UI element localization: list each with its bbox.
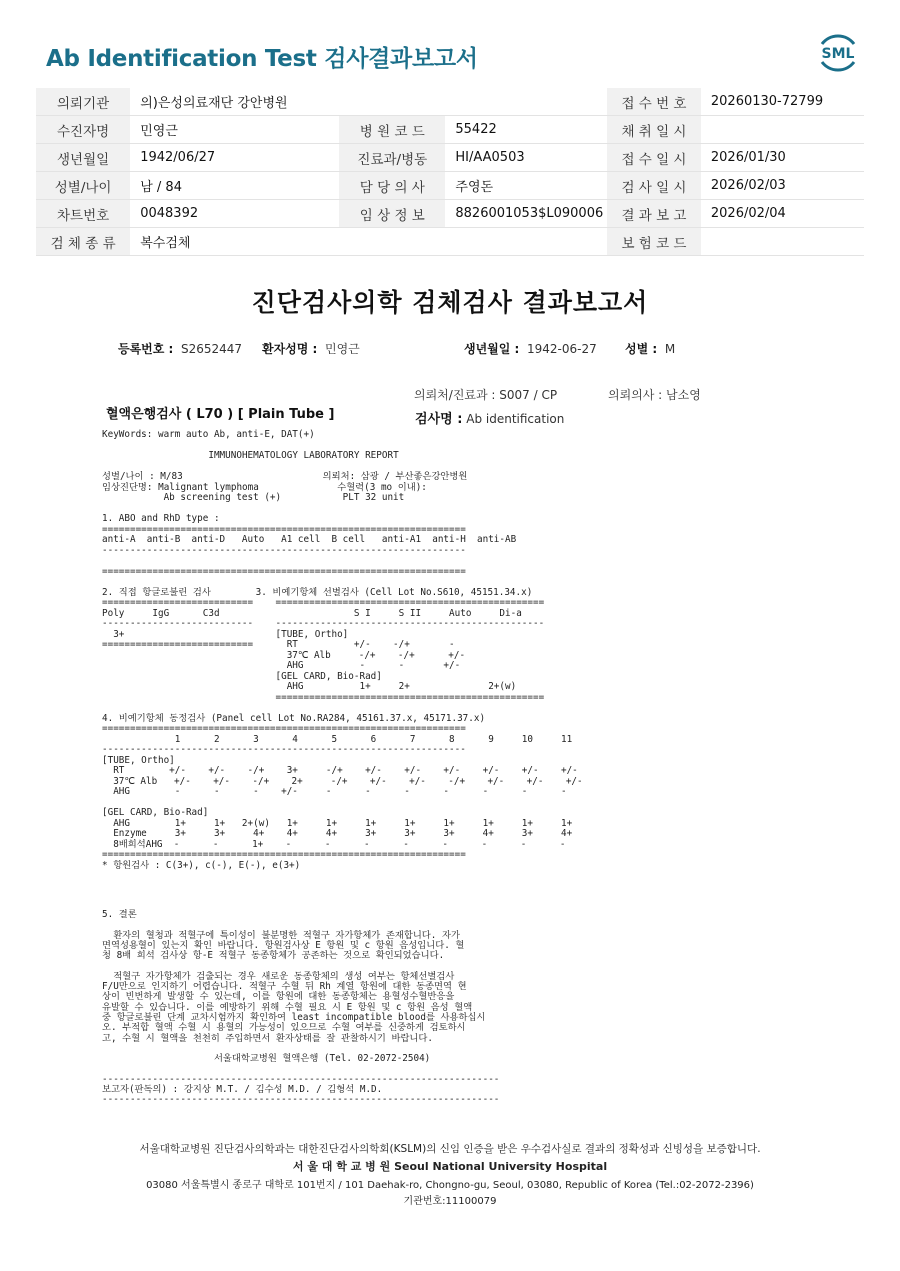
info-row (36, 172, 864, 200)
info-label: 생년월일 (36, 144, 130, 172)
info-label (339, 88, 445, 116)
abo-section: 1. ABO and RhD type : ================================================================= anti-A anti-B anti-D Auto A1 cell B cell anti-A1 anti-H anti-AB ----------------------------------------------------------------- ================================================================= (102, 513, 517, 577)
info-label: 보 험 코 드 (607, 228, 701, 256)
info-value: 복수검체 (130, 228, 339, 256)
info-row (36, 88, 864, 116)
info-row (36, 228, 864, 256)
info-value: 2026/02/04 (701, 200, 864, 228)
logo-text: SML (821, 46, 855, 62)
test-name-field: 검사명 : Ab identification (415, 412, 565, 427)
dob-field: 생년월일 : 1942-06-27 (464, 342, 597, 356)
info-value (445, 88, 607, 116)
registration-field: 등록번호 : S2652447 (118, 342, 243, 356)
info-label: 접 수 일 시 (607, 144, 701, 172)
info-value: 2026/01/30 (701, 144, 864, 172)
panel-section: 4. 비예기항체 동정검사 (Panel cell Lot No.RA284, 45161.37.x, 45171.37.x) ================================================================= 1 2 3 4 5 6 7 8 9 10 11 ----------------------------------------------------------------- [TUBE, Ortho] RT +/- +/- -/+ 3+ -/+ +/- +/- +/- +/- +/- +/- 37℃ Alb +/- +/- -/+ 2+ -/+ +/- +/- -/+ +/- +/- +/- AHG - - - +/- - - - - - - - [GEL CARD, Bio-Rad] AHG 1+ 1+ 2+(w) 1+ 1+ 1+ 1+ 1+ 1+ 1+ 1+ Enzyme 3+ 3+ 4+ 4+ 4+ 3+ 3+ 3+ 4+ 3+ 4+ 8배희석AHG - - 1+ - - - - - - - - ================================================================= * 항원검사 : C(3+), c(-), E(-), e(3+) (102, 712, 583, 871)
lab-report-body (102, 430, 583, 871)
info-label (339, 228, 445, 256)
info-value: 1942/06/27 (130, 144, 339, 172)
keywords: KeyWords: warm auto Ab, anti-E, DAT(+) (102, 429, 315, 440)
info-label: 검 사 일 시 (607, 172, 701, 200)
footer-address: 03080 서울특별시 종로구 대학로 101번지 / 101 Daehak-ro, Chongno-gu, Seoul, 03080, Republic of Korea (Tel.:02-2072-2396) (146, 1180, 754, 1191)
info-label: 담 당 의 사 (339, 172, 445, 200)
info-value: HI/AA0503 (445, 144, 607, 172)
info-value: 0048392 (130, 200, 339, 228)
sex-field: 성별 : M (625, 342, 676, 356)
info-label: 의뢰기관 (36, 88, 130, 116)
info-value (701, 116, 864, 144)
info-value: 의)은성의료재단 강안병원 (130, 88, 339, 116)
info-label: 진료과/병동 (339, 144, 445, 172)
info-value: 2026/02/03 (701, 172, 864, 200)
lab-report-heading: IMMUNOHEMATOLOGY LABORATORY REPORT (208, 450, 399, 461)
patient-info-table (36, 88, 864, 256)
info-row (36, 200, 864, 228)
footer-hospital-name: 서 울 대 학 교 병 원 Seoul National University Hospital (292, 1160, 608, 1173)
screening-section: 2. 직접 항글로불린 검사 3. 비예기항체 선별검사 (Cell Lot No.S610, 45151.34.x) =========================== ================================================ Poly IgG C3d S I S II Auto Di-a --------------------------- ------------------------------------------------ 3+ [TUBE, Ortho] =========================== RT +/- -/+ - 37℃ Alb -/+ -/+ +/- AHG - - +/- [GEL CARD, Bio-Rad] AHG 1+ 2+ 2+(w) ================================================ (102, 586, 545, 703)
dept-text: 의뢰처/진료과 : S007 / CP (414, 388, 558, 402)
test-group: 혈액은행검사 ( L70 ) [ Plain Tube ] (106, 407, 335, 422)
info-value: 55422 (445, 116, 607, 144)
info-row (36, 144, 864, 172)
info-label: 수진자명 (36, 116, 130, 144)
info-label: 결 과 보 고 (607, 200, 701, 228)
info-label: 차트번호 (36, 200, 130, 228)
sml-logo-icon (814, 30, 862, 76)
info-row (36, 116, 864, 144)
info-label: 성별/나이 (36, 172, 130, 200)
info-label: 병 원 코 드 (339, 116, 445, 144)
info-label: 검 체 종 류 (36, 228, 130, 256)
doctor-text: 의뢰의사 : 남소영 (608, 388, 701, 402)
footer-accreditation: 서울대학교병원 진단검사의학과는 대한진단검사의학회(KSLM)의 신임 인증을 받은 우수검사실로 결과의 정확성과 신빙성을 보증합니다. (139, 1143, 761, 1155)
info-label: 접 수 번 호 (607, 88, 701, 116)
patient-name-field: 환자성명 : 민영근 (262, 342, 360, 356)
info-value (701, 228, 864, 256)
patient-info-block: 성별/나이 : M/83 의뢰처: 삼광 / 부산좋은강안병원 임상진단명: Malignant lymphoma 수혈력(3 mo 이내): Ab screening test (+) PLT 32 unit (102, 471, 468, 503)
report-main-title: 진단검사의학 검체검사 결과보고서 (251, 288, 649, 317)
info-value (445, 228, 607, 256)
info-value: 8826001053$L090006 (445, 200, 607, 228)
info-value: 남 / 84 (130, 172, 339, 200)
info-value: 민영근 (130, 116, 339, 144)
footer-institution-number: 기관번호:11100079 (403, 1196, 497, 1207)
info-value: 주영돈 (445, 172, 607, 200)
info-label: 채 취 일 시 (607, 116, 701, 144)
page-title: Ab Identification Test 검사결과보고서 (46, 46, 478, 72)
info-value: 20260130-72799 (701, 88, 864, 116)
info-label: 임 상 정 보 (339, 200, 445, 228)
conclusion-section: 5. 결론 환자의 혈청과 적혈구에 특이성이 불분명한 적혈구 자가항체가 존재합니다. 자가 면역성용혈이 있는지 확인 바랍니다. 항원검사상 E 항원 및 c 항원 음성입니다. 혈 청 8배 희석 검사상 항-E 적혈구 동종항체가 공존하는 것으로 확인되었습니다. 적혈구 자가항체가 검출되는 경우 새로운 동종항체의 생성 여부는 항체선별검사 F/U만으로 인지하기 어렵습니다. 적혈구 수혈 뒤 Rh 계열 항원에 대한 동종면역 현 상이 빈번하게 발생할 수 있는데, 이를 항원에 대한 동종항체는 용혈성수혈반응을 유발할 수 있습니다. 이를 예방하기 위해 수혈 필요 시 E 항원 및 c 항원 음성 혈액 중 항글로불린 단계 교차시험까지 확인하여 least incompatible blood를 사용하십시 오. 부적합 혈액 수혈 시 용혈의 가능성이 있으므로 수혈 여부를 신중하게 검토하시 고, 수혈 시 혈액을 천천히 주입하면서 환자상태를 잘 관찰하시기 바랍니다. 서울대학교병원 혈액은행 (Tel. 02-2072-2504) ----------------------------------------------------------------------- 보고자(판독의) : 강지상 M.T. / 김수성 M.D. / 김형석 M.D. ----------------------------------------------------------------------- (102, 909, 500, 1106)
